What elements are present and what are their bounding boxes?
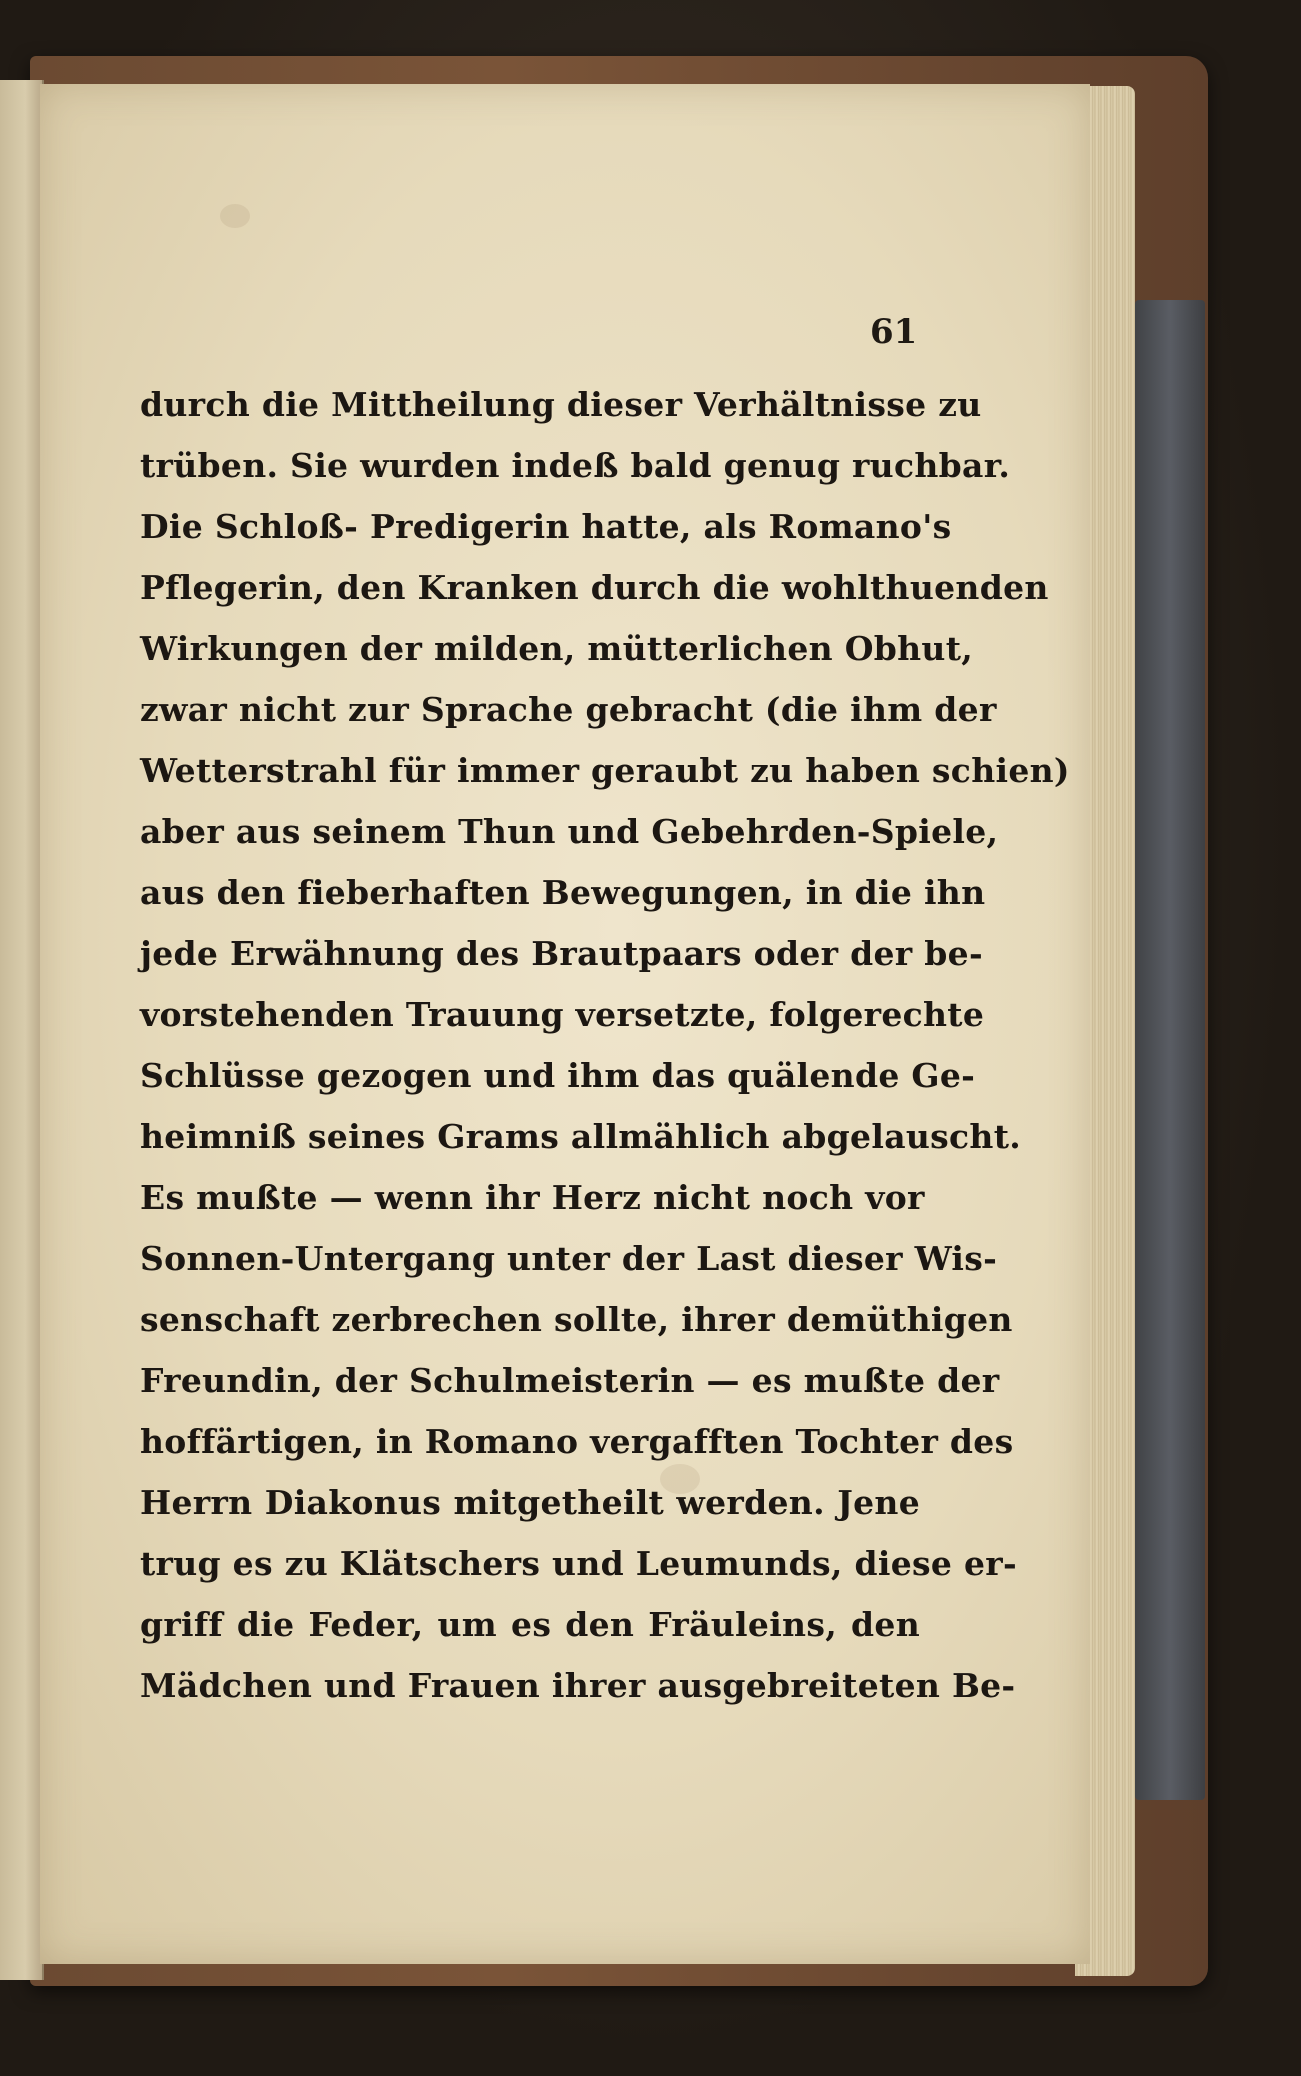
text-line: hoffärtigen, in Romano vergafften Tochter des (140, 1422, 1014, 1461)
text-line: Herrn Diakonus mitgetheilt werden. Jene (140, 1483, 920, 1522)
text-line: Wirkungen der milden, mütterlichen Obhut, (140, 629, 974, 668)
text-line: zwar nicht zur Sprache gebracht (die ihm der (140, 690, 997, 729)
text-line: Wetterstrahl für immer geraubt zu haben schien) (140, 751, 1070, 790)
text-line: Es mußte — wenn ihr Herz nicht noch vor (140, 1178, 925, 1217)
text-line: heimniß seines Grams allmählich abgelauscht. (140, 1117, 1022, 1156)
text-line: Freundin, der Schulmeisterin — es mußte der (140, 1361, 1000, 1400)
left-page-edge (0, 80, 44, 1980)
text-line: griff die Feder, um es den Fräuleins, den (140, 1605, 920, 1644)
book-page (40, 84, 1090, 1964)
paper-stain (220, 204, 250, 228)
text-line: aber aus seinem Thun und Gebehrden-Spiele, (140, 812, 999, 851)
text-line: Sonnen-Untergang unter der Last dieser Wis- (140, 1239, 998, 1278)
text-line: Mädchen und Frauen ihrer ausgebreiteten Be- (140, 1666, 1016, 1705)
page-number: 61 (870, 312, 918, 352)
page-text (140, 374, 1070, 1716)
text-line: aus den fieberhaften Bewegungen, in die ihn (140, 873, 986, 912)
text-line: vorstehenden Trauung versetzte, folgerechte (140, 995, 985, 1034)
text-line: trüben. Sie wurden indeß bald genug ruchbar. (140, 446, 1011, 485)
text-line: durch die Mittheilung dieser Verhältnisse zu (140, 385, 982, 424)
text-line: Schlüsse gezogen und ihm das quälende Ge- (140, 1056, 976, 1095)
text-line: Pflegerin, den Kranken durch die wohlthuenden (140, 568, 1049, 607)
text-line: senschaft zerbrechen sollte, ihrer demüthigen (140, 1300, 1013, 1339)
text-line: trug es zu Klätschers und Leumunds, diese er- (140, 1544, 1017, 1583)
text-line: jede Erwähnung des Brautpaars oder der be- (140, 934, 983, 973)
text-line: Die Schloß- Predigerin hatte, als Romano's (140, 507, 952, 546)
cover-edge-strip (1135, 300, 1205, 1800)
